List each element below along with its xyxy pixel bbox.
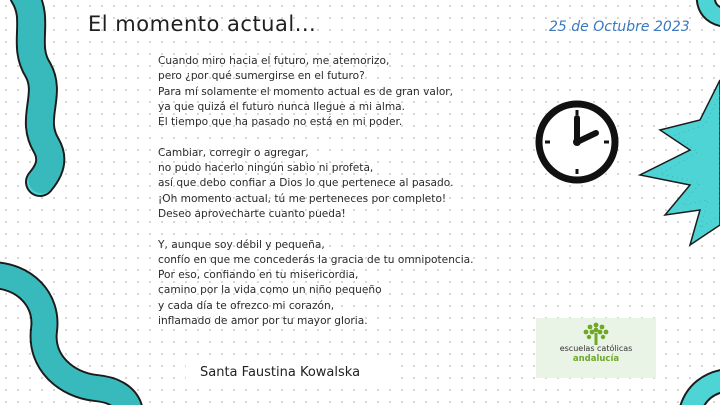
poem-line: ¡Oh momento actual, tú me perteneces por completo! bbox=[158, 192, 447, 205]
poem-line: y cada día te ofrezco mi corazón, bbox=[158, 299, 335, 312]
poem-line: pero ¿por qué sumergirse en el futuro? bbox=[158, 70, 365, 83]
poem-line: El tiempo que ha pasado no está en mi poder. bbox=[158, 116, 403, 129]
poem-line: confío en que me concederás la gracia de tu omnipotencia. bbox=[158, 253, 474, 266]
ribbon-bottom-left bbox=[0, 275, 130, 405]
poem-line: Para mí solamente el momento actual es de gran valor, bbox=[158, 85, 454, 98]
ribbon-top-right bbox=[706, 0, 720, 18]
page-title: El momento actual... bbox=[88, 12, 317, 36]
poem-line: inflamado de amor por tu mayor gloria. bbox=[158, 315, 368, 328]
clock-icon bbox=[533, 98, 621, 186]
school-logo bbox=[536, 318, 656, 378]
logo-text: escuelas católicas bbox=[559, 344, 633, 353]
ribbon-top-left bbox=[24, 0, 50, 182]
poem-line: Por eso, confiando en tu misericordia, bbox=[158, 269, 359, 282]
date-label: 25 de Octubre 2023 bbox=[549, 19, 690, 35]
poem-line: Cambiar, corregir o agregar, bbox=[158, 146, 309, 159]
poem-line: así que debo confiar a Dios lo que pertenece al pasado. bbox=[158, 177, 454, 190]
poem-line: camino por la vida como un niño pequeño bbox=[158, 284, 382, 297]
logo-region: andalucía bbox=[572, 354, 620, 364]
poem-line: Deseo aprovecharte cuanto pueda! bbox=[158, 207, 346, 220]
poem-line: Cuando miro hacia el futuro, me atemorizo, bbox=[158, 55, 390, 67]
poem-line: Y, aunque soy débil y pequeña, bbox=[158, 238, 325, 251]
starburst-shape bbox=[640, 80, 720, 245]
author-signature: Santa Faustina Kowalska bbox=[186, 362, 392, 384]
poem-line: ya que quizá el futuro nunca llegue a mi alma. bbox=[158, 100, 406, 113]
poem-stanza bbox=[158, 54, 528, 130]
ribbon-bottom-right bbox=[690, 380, 720, 405]
poem-stanza bbox=[158, 238, 528, 330]
poem-stanza bbox=[158, 146, 528, 222]
poem-line: no pudo hacerlo ningún sabio ni profeta, bbox=[158, 162, 374, 175]
poem-body bbox=[158, 54, 528, 345]
tree-icon bbox=[581, 321, 611, 345]
